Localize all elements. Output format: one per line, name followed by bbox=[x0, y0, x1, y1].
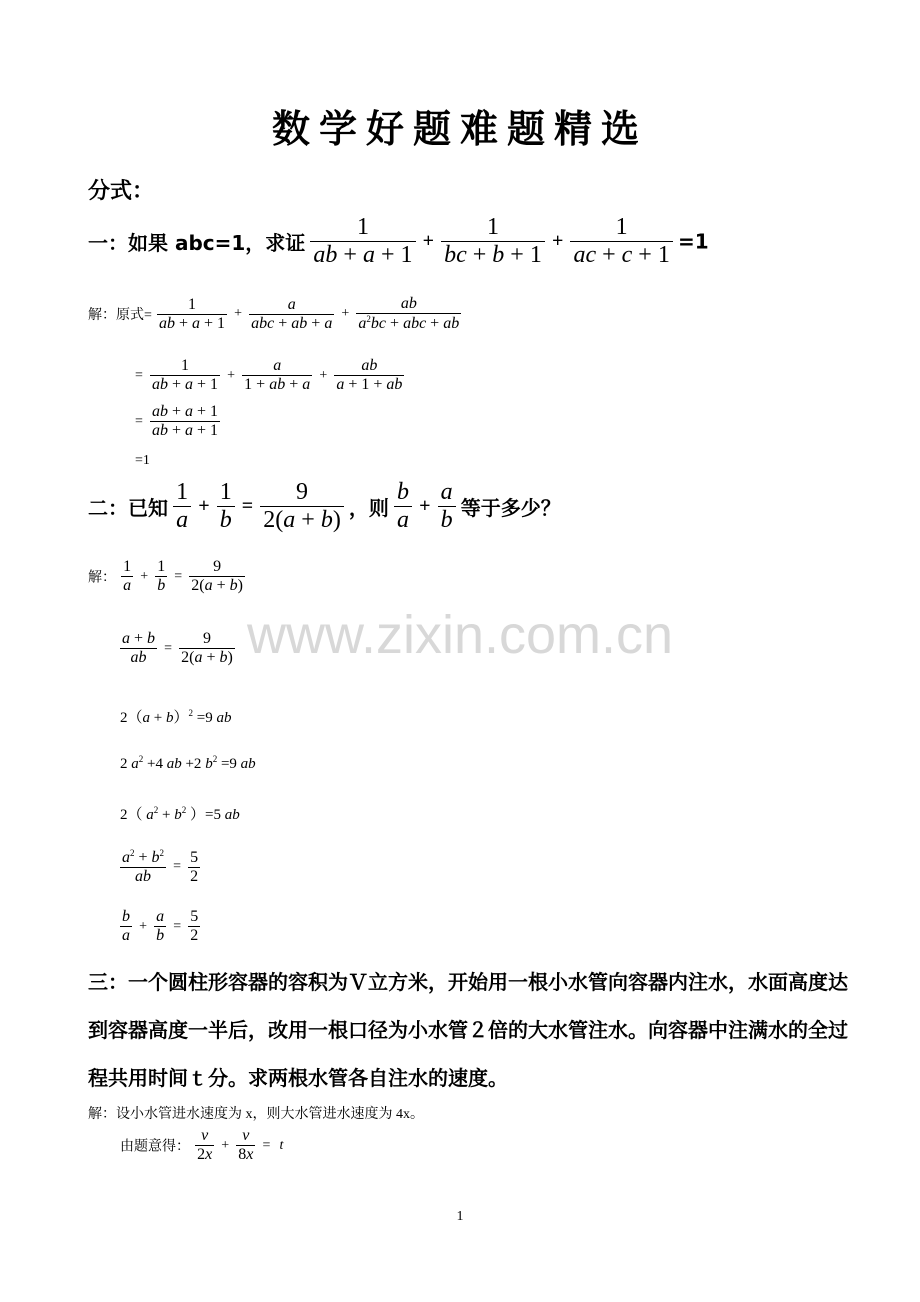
problem-2-label: 二：已知 bbox=[88, 496, 168, 520]
fraction: $\frac{1}{ab + a + 1}$ bbox=[310, 214, 415, 269]
fraction: $\frac{1}{ac + c + 1}$ bbox=[570, 214, 672, 269]
solution-2-line-7: $\frac{b}{a}$ + $\frac{a}{b}$ = $\frac{5}{2}$ bbox=[122, 908, 199, 944]
solution-2-line-2: $\frac{a + b}{ab}$ = $\frac{9}{2(a + b)}$ bbox=[122, 630, 233, 666]
page-number: 1 bbox=[456, 1209, 464, 1224]
solution-2-prefix: 解： bbox=[88, 570, 116, 586]
problem-2-statement: 二：已知 $\frac{1}{a}$ + $\frac{1}{b}$ = $\frac{9}{2(a + b)}$ ，则 $\frac{b}{a}$ + $\frac{a}{b}$ 等于多少？ bbox=[88, 479, 561, 533]
solution-1-prefix: 解：原式= bbox=[88, 308, 152, 323]
solution-1-line-2: = $\frac{1}{ab + a + 1}$ + $\frac{a}{1 + ab + a}$ + $\frac{ab}{a + 1 + ab}$ bbox=[135, 357, 403, 393]
section-heading: 分式： bbox=[88, 179, 155, 204]
solution-1-final: =1 bbox=[135, 453, 150, 468]
solution-1-line-3: = $\frac{ab + a + 1}{ab + a + 1}$ bbox=[135, 403, 219, 439]
solution-2-line-3: $2(a + b)^2 =9$ ab bbox=[120, 708, 232, 726]
watermark: www.zixin.com.cn bbox=[246, 605, 674, 665]
problem-2-question: 等于多少？ bbox=[460, 496, 561, 520]
problem-3-statement: 三：一个圆柱形容器的容积为Ｖ立方米，开始用一根小水管向容器内注水，水面高度达到容器高度一半后，改用一根口径为小水管２倍的大水管注水。向容器中注满水的全过程共用时间ｔ分。求两根水管各自注水的速度。 bbox=[88, 970, 848, 1090]
solution-2-line-1: 解： $\frac{1}{a}$ + $\frac{1}{b}$ = $\frac{9}{2(a + b)}$ bbox=[88, 558, 243, 594]
problem-1-result: =1 bbox=[677, 229, 709, 254]
solution-3-line-2: 由题意得： $\frac{v}{2x}$ + $\frac{v}{8x}$ = t bbox=[120, 1127, 284, 1163]
solution-3-line-1: 解：设小水管进水速度为 x，则大水管进水速度为 4x。 bbox=[88, 1107, 424, 1122]
solution-1-line-1: 解：原式= $\frac{1}{ab + a + 1}$ + $\frac{a}{\text{abc + ab + a}}$ + $\frac{ab}{a^2bc + abc + ab}$ bbox=[88, 295, 460, 332]
page-title: 数学好题难题精选 bbox=[271, 107, 648, 151]
solution-2-line-4: 2 $a^2 +4$ ab +2 $b^2 =9$ ab bbox=[120, 754, 256, 772]
solution-2-line-5: 2（ $a^2 + b^2$ ）=5 ab bbox=[120, 805, 240, 823]
problem-2-mid: ，则 bbox=[348, 496, 389, 520]
solution-2-line-6: $\frac{a^2 + b^2}{ab}$ = $\frac{5}{2}$ bbox=[122, 848, 199, 885]
problem-1-label: 一：如果 abc=1，求证 bbox=[88, 231, 306, 255]
problem-1-statement: 一：如果 abc=1，求证 $\frac{1}{ab + a + 1}$ + $\frac{1}{bc + b + 1}$ + $\frac{1}{ac + c + 1}$ =1 bbox=[88, 214, 709, 268]
solution-3-by-problem: 由题意得： bbox=[120, 1139, 190, 1155]
fraction: $\frac{1}{bc + b + 1}$ bbox=[441, 214, 545, 269]
